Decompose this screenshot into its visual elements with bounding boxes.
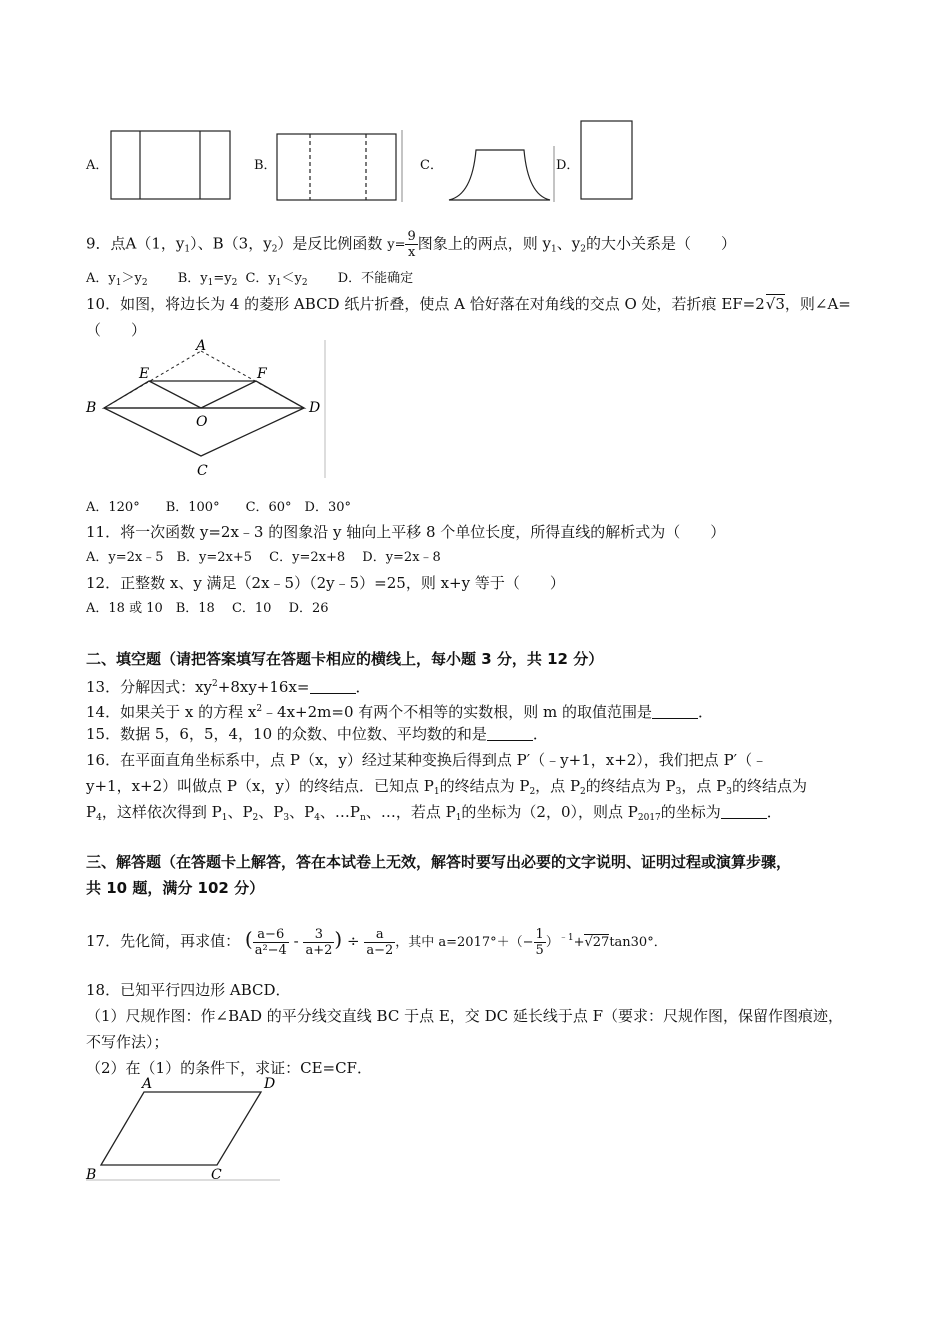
q10-folded-triangle <box>149 381 256 408</box>
q16-sub-p2: 2 <box>529 787 536 797</box>
q15-end: ． <box>532 725 548 743</box>
q16-sub-p3b: 3 <box>726 787 732 797</box>
q17-f3-den: a−2 <box>366 942 394 958</box>
q16-line3-d: 、P <box>258 803 284 821</box>
q8-option-a-label: A． <box>86 158 109 173</box>
q10-label-c: C <box>197 463 208 479</box>
q18-parallelogram <box>101 1092 261 1165</box>
q10-sqrt-value: 3 <box>775 295 785 313</box>
q16-line3-h: 的坐标为（2，0），则点 P <box>461 803 638 821</box>
q9-sub-2: 2 <box>271 244 278 255</box>
q16-end: ． <box>766 803 782 821</box>
q14-question <box>86 698 713 723</box>
q18-line1: 18．已知平行四边形 ABCD． <box>86 981 291 999</box>
q10-line1-text: 10．如图，将边长为 4 的菱形 ABCD 纸片折叠，使点 A 恰好落在对角线的交点 O 处，若折痕 EF=2 <box>86 295 765 313</box>
q18-label-a: A <box>142 1076 153 1092</box>
q10-rhombus-figure <box>84 338 334 483</box>
q16-sub-l4: 4 <box>314 813 320 823</box>
q9-option-d: D．不能确定 <box>337 271 414 286</box>
q9-question <box>86 229 736 261</box>
q13-text2: +8xy+16x= <box>217 678 310 696</box>
q9-option-c-text2: ＜y <box>281 271 302 286</box>
q8-option-b-label: B． <box>254 158 277 173</box>
q17-f1-den: a²−4 <box>254 942 287 958</box>
q16-sub-p1: 1 <box>433 787 440 797</box>
q17-fraction-3 <box>364 927 395 958</box>
q17-div: ÷ <box>346 932 360 950</box>
q10-label-o: O <box>196 414 208 430</box>
q15-question <box>86 723 548 745</box>
q17-exp: ﹣1 <box>558 933 574 943</box>
q9-number: 9． <box>86 234 111 253</box>
q12-question: 12．正整数 x、y 满足（2x﹣5）（2y﹣5）=25，则 x+y 等于（ ） <box>86 574 565 592</box>
q9-option-a <box>86 271 148 286</box>
q17-mid: ，其中 a=2017°＋（− <box>395 935 534 950</box>
q13-text1: 13．分解因式：xy <box>86 678 213 696</box>
q16-line3-a: P <box>86 803 97 821</box>
q10-label-e: E <box>139 366 150 382</box>
q14-answer-blank[interactable] <box>652 704 698 719</box>
q9-text-3: ）是反比例函数 <box>277 234 383 253</box>
q14-sup: 2 <box>256 704 263 714</box>
q9-option-c <box>245 271 307 286</box>
q17-sqrt-value: 27 <box>592 935 610 950</box>
q15-text1: 15．数据 5，6，5，4，10 的众数、中位数、平均数的和是 <box>86 725 487 743</box>
q8-option-c-label: C． <box>420 158 443 173</box>
q9-option-b <box>178 271 238 286</box>
q16-line2-d: 的终结点为 P <box>585 777 676 795</box>
q17-sqrt: √27 <box>584 935 610 950</box>
q13-end: ． <box>355 678 371 696</box>
q17-prefix: 17．先化简，再求值： <box>86 932 241 950</box>
q16-sub-p2017: 2017 <box>637 813 661 823</box>
q17-fraction-4 <box>534 927 546 958</box>
q10-options: A．120° B．100° C．60° D．30° <box>86 500 352 515</box>
q16-line2 <box>86 775 807 803</box>
q17-f4-den: 5 <box>535 942 544 958</box>
q16-line3-f: 、…P <box>319 803 361 821</box>
q9-option-b-sub1: 1 <box>207 278 214 288</box>
q13-sup: 2 <box>212 679 218 689</box>
q10-upper-shape <box>104 381 304 408</box>
q13-answer-blank[interactable] <box>310 679 356 694</box>
q8-option-d-figure <box>578 118 636 202</box>
q9-text-4: 图象上的两点，则 y <box>417 234 551 253</box>
q10-question-line2: （ ） <box>86 321 147 339</box>
q16-sub-l1: 1 <box>221 813 228 823</box>
section3-title-line1: 三、解答题（在答题卡上解答，答在本试卷上无效，解答时要写出必要的文字说明、证明过程或演算步骤， <box>86 853 792 871</box>
q8-option-c-figure <box>444 140 556 205</box>
section2-title: 二、填空题（请把答案填写在答题卡相应的横线上，每小题 3 分，共 12 分） <box>86 650 604 668</box>
q16-line3-i: 的坐标为 <box>660 803 721 821</box>
q17-question: 17．先化简，再求值： ( $\frac{a-6}{\text{a²−4}}$ - $\frac{3}{a+2}$ ) ÷ $\frac{a}{a-2}$ ，其中 a=2017°＋（− $\frac{1}{5}$ ）$^{﹣1}$+√27tan30°． <box>86 926 667 958</box>
q10-line1-end: ，则∠A= <box>784 295 851 313</box>
q17-f2-num: 3 <box>303 927 334 943</box>
q9-text-2: ）、B（3，y <box>190 234 272 253</box>
q17-tail: tan30°． <box>609 935 667 950</box>
q18-label-d: D <box>264 1076 276 1092</box>
q18-label-b: B <box>86 1167 97 1183</box>
q18-label-c: C <box>211 1167 222 1183</box>
q10-question-line1 <box>86 293 851 315</box>
q17-paren-open: ( <box>244 927 253 951</box>
q10-label-a: A <box>196 338 207 354</box>
q16-sub-ln: n <box>360 813 366 823</box>
q18-line3: 不写作法）； <box>86 1033 169 1051</box>
q16-sub-p2b: 2 <box>580 787 586 797</box>
q9-sub-4: 2 <box>580 244 586 255</box>
q8-option-b-figure <box>274 130 406 205</box>
q16-sub-l3: 3 <box>283 813 290 823</box>
q13-question <box>86 673 371 698</box>
q15-answer-blank[interactable] <box>487 726 533 741</box>
q9-options <box>86 268 413 294</box>
q9-fx: y= <box>387 237 406 253</box>
q9-option-b-text2: =y <box>213 271 232 286</box>
q10-label-d: D <box>309 400 321 416</box>
q14-end: ． <box>698 703 714 721</box>
q17-f3-num: a <box>364 927 395 943</box>
q16-line2-a: y+1，x+2）叫做点 P（x，y）的终结点．已知点 P <box>86 777 434 795</box>
q9-fraction-den: x <box>407 245 416 260</box>
q16-sub-l2: 2 <box>252 813 259 823</box>
q16-line3-e: 、P <box>289 803 315 821</box>
q16-sub-l1b: 1 <box>455 813 462 823</box>
q9-option-b-sub2: 2 <box>231 278 238 288</box>
q9-option-c-text: C．y <box>245 271 276 286</box>
q9-option-c-sub1: 1 <box>275 278 282 288</box>
q17-f1-num: a−6 <box>253 927 289 943</box>
q17-fraction-2 <box>303 927 334 958</box>
q16-line3 <box>86 801 782 829</box>
q9-fraction-num: 9 <box>407 229 416 244</box>
q17-f2-den: a+2 <box>305 942 333 958</box>
q10-sqrt: √3 <box>765 295 785 313</box>
q9-text-5: 、y <box>556 234 581 253</box>
q11-question: 11．将一次函数 y=2x﹣3 的图象沿 y 轴向上平移 8 个单位长度，所得直线的解析式为（ ） <box>86 523 726 541</box>
q9-text-1: 点A（1，y <box>110 234 185 253</box>
q16-sub-p4: 4 <box>96 813 102 823</box>
q16-line1: 16．在平面直角坐标系中，点 P（x，y）经过某种变换后得到点 P′（﹣y+1，x+2），我们把点 P′（﹣ <box>86 751 768 769</box>
q11-options: A．y=2x﹣5 B．y=2x+5 C．y=2x+8 D．y=2x﹣8 <box>86 550 441 565</box>
q14-text2: ﹣4x+2m=0 有两个不相等的实数根，则 m 的取值范围是 <box>262 703 653 721</box>
q8-option-d-label: D． <box>556 158 580 173</box>
q9-option-a-text: A．y <box>86 271 116 286</box>
q16-answer-blank[interactable] <box>721 804 767 819</box>
q16-sub-p3: 3 <box>675 787 682 797</box>
q17-plus: + <box>573 935 585 950</box>
q17-fraction-1 <box>253 927 289 958</box>
q16-line2-c: ，点 P <box>535 777 581 795</box>
q9-fraction <box>405 229 417 260</box>
q18-line2: （1）尺规作图：作∠BAD 的平分线交直线 BC 于点 E，交 DC 延长线于点 F（要求：尺规作图，保留作图痕迹， <box>86 1007 844 1025</box>
q17-f4-num: 1 <box>535 926 544 942</box>
q18-parallelogram-figure <box>84 1072 284 1184</box>
q16-line2-b: 的终结点为 P <box>439 777 530 795</box>
q9-sub-1: 1 <box>184 244 191 255</box>
q8-option-a-figure <box>108 128 234 203</box>
q17-minus: - <box>293 932 299 950</box>
q16-line2-e: ，点 P <box>681 777 727 795</box>
q9-option-a-text2: ＞y <box>121 271 142 286</box>
q16-line3-g: 、…，若点 P <box>365 803 456 821</box>
q10-label-f: F <box>257 366 267 382</box>
q9-option-a-sub1: 1 <box>115 278 122 288</box>
q16-line2-f: 的终结点为 <box>732 777 808 795</box>
q9-text-6: 的大小关系是（ ） <box>585 234 736 253</box>
q12-options: A．18 或 10 B．18 C．10 D．26 <box>86 601 329 616</box>
q18-line4: （2）在（1）的条件下，求证：CE=CF． <box>86 1059 372 1077</box>
q9-option-a-sub2: 2 <box>141 278 148 288</box>
q16-line3-b: ，这样依次得到 P <box>101 803 222 821</box>
q9-option-b-text: B．y <box>177 271 208 286</box>
q10-label-b: B <box>86 400 97 416</box>
q16-line3-c: 、P <box>227 803 253 821</box>
section3-title-line2: 共 10 题，满分 102 分） <box>86 879 265 897</box>
q14-text1: 14．如果关于 x 的方程 x <box>86 703 257 721</box>
q9-option-c-sub2: 2 <box>301 278 308 288</box>
q9-sub-3: 1 <box>551 244 557 255</box>
q17-paren-close: ) <box>334 927 343 951</box>
